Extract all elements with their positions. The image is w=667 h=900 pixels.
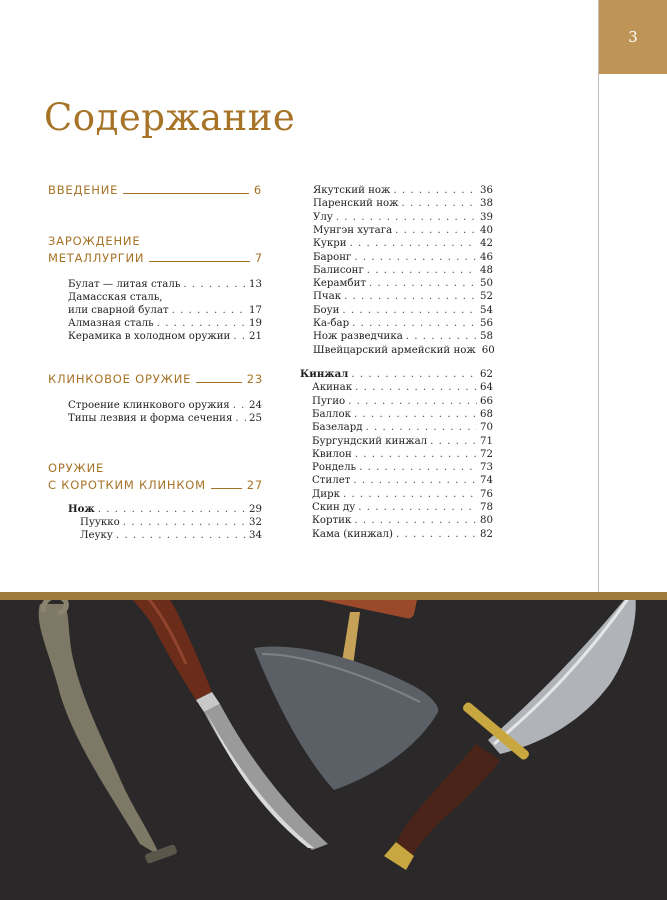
toc-entry[interactable]: Стилет . . . 74 xyxy=(312,474,493,487)
toc-entry[interactable]: Пугио . . . 66 xyxy=(312,395,493,408)
toc-entry[interactable]: Нож . . . 29 xyxy=(68,503,262,516)
page-number-tab xyxy=(599,0,667,74)
toc-entry[interactable]: или сварной булат . . . 17 xyxy=(68,304,262,317)
toc-entry[interactable]: Базелард . . . 70 xyxy=(312,421,493,434)
toc-entry[interactable]: Акинак . . . 64 xyxy=(312,381,493,394)
toc-section-origin[interactable] xyxy=(48,234,263,265)
leader-line xyxy=(211,488,242,489)
folk-knife-image xyxy=(39,596,178,864)
knives-photo xyxy=(0,594,667,900)
toc-entry[interactable]: Улу . . . 39 xyxy=(313,211,493,224)
section-page: 27 xyxy=(246,478,263,492)
toc-entry[interactable]: Строение клинкового оружия . . . 24 xyxy=(68,399,262,412)
section-label-line2: МЕТАЛЛУРГИИ xyxy=(48,251,145,265)
toc-entry-continued: Дамасская сталь, xyxy=(68,292,163,303)
gold-band xyxy=(0,592,667,600)
toc-entry[interactable]: Пчак . . . 52 xyxy=(313,290,493,303)
toc-entry[interactable]: Кама (кинжал) . . . 82 xyxy=(312,528,493,541)
toc-entry[interactable]: Скин ду . . . 78 xyxy=(312,501,493,514)
page-title: Содержание xyxy=(44,96,296,139)
leader-line xyxy=(149,261,250,262)
toc-entry[interactable]: Булат — литая сталь . . . 13 xyxy=(68,278,262,291)
section-label: ВВЕДЕНИЕ xyxy=(48,183,119,197)
toc-section-short[interactable] xyxy=(48,461,263,492)
toc-entry[interactable]: Ка-бар . . . 56 xyxy=(313,317,493,330)
toc-entry[interactable]: Алмазная сталь . . . 19 xyxy=(68,317,262,330)
toc-entry[interactable]: Керамика в холодном оружии . . . 21 xyxy=(68,330,262,343)
toc-entry[interactable]: Боуи . . . 54 xyxy=(313,304,493,317)
leader-line xyxy=(196,382,242,383)
section-label-line1: ЗАРОЖДЕНИЕ xyxy=(48,234,141,248)
section-page: 7 xyxy=(254,251,263,265)
section-page: 6 xyxy=(253,183,262,197)
page-number: 3 xyxy=(628,28,638,46)
margin-divider xyxy=(598,0,599,594)
toc-entry[interactable]: Баронг . . . 46 xyxy=(313,251,493,264)
toc-entry[interactable]: Нож разведчика . . . 58 xyxy=(313,330,493,343)
toc-entry[interactable]: Дирк . . . 76 xyxy=(312,488,493,501)
toc-entry[interactable]: Баллок . . . 68 xyxy=(312,408,493,421)
toc-section-intro[interactable] xyxy=(48,183,262,197)
toc-entry[interactable]: Мунгэн хутага . . . 40 xyxy=(313,224,493,237)
toc-entry[interactable]: Паренский нож . . . 38 xyxy=(313,197,493,210)
toc-entry[interactable]: Квилон . . . 72 xyxy=(312,448,493,461)
section-label-line1: ОРУЖИЕ xyxy=(48,461,105,475)
section-label-line2: С КОРОТКИМ КЛИНКОМ xyxy=(48,478,206,492)
toc-entry[interactable]: Якутский нож . . . 36 xyxy=(313,184,493,197)
section-page: 23 xyxy=(246,372,263,386)
toc-entry[interactable]: Пуукко . . . 32 xyxy=(80,516,262,529)
knives-illustration xyxy=(0,594,667,900)
toc-entry[interactable]: Керамбит . . . 50 xyxy=(313,277,493,290)
toc-entry[interactable]: Кукри . . . 42 xyxy=(313,237,493,250)
leader-line xyxy=(123,193,249,194)
toc-entry[interactable]: Бургундский кинжал . . . 71 xyxy=(312,435,493,448)
toc-entry[interactable]: Швейцарский армейский нож 60 xyxy=(313,344,495,356)
toc-entry[interactable]: Кинжал . . . 62 xyxy=(300,368,493,381)
ulu-image xyxy=(254,594,438,790)
toc-entry[interactable]: Типы лезвия и форма сечения . . . 25 xyxy=(68,412,262,425)
toc-entry[interactable]: Леуку . . . 34 xyxy=(80,529,262,542)
section-label: КЛИНКОВОЕ ОРУЖИЕ xyxy=(48,372,192,386)
toc-entry[interactable]: Балисонг . . . 48 xyxy=(313,264,493,277)
toc-entry[interactable]: Рондель . . . 73 xyxy=(312,461,493,474)
toc-entry[interactable]: Кортик . . . 80 xyxy=(312,514,493,527)
toc-section-blade[interactable] xyxy=(48,372,263,386)
